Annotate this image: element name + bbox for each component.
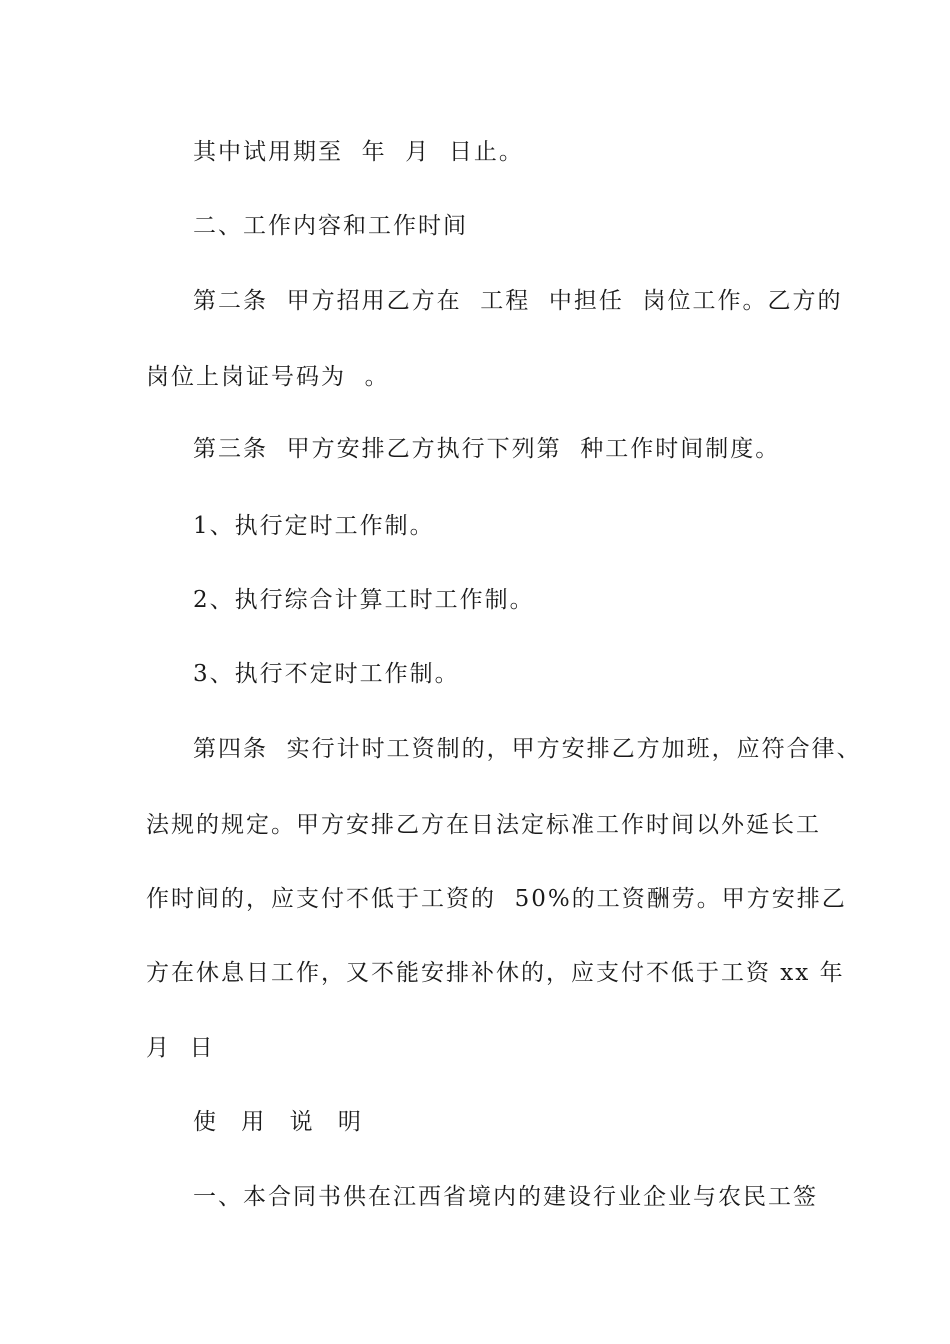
article-4-line-2: 法规的规定。甲方安排乙方在日法定标准工作时间以外延长工	[146, 812, 821, 838]
article-4-line-4: 方在休息日工作，又不能安排补休的，应支付不低于工资 xx 年	[146, 960, 845, 986]
list-item-2: 2、执行综合计算工时工作制。	[193, 587, 535, 613]
article-2-line-1: 第二条 甲方招用乙方在 工程 中担任 岗位工作。乙方的	[193, 288, 843, 314]
probation-period-line: 其中试用期至 年 月 日止。	[193, 139, 524, 165]
article-2-line-2: 岗位上岗证号码为 。	[146, 364, 390, 390]
article-4-line-5: 月 日	[146, 1035, 215, 1061]
usage-instructions-heading: 使 用 说 明	[193, 1109, 370, 1135]
section-heading-work-content: 二、工作内容和工作时间	[193, 213, 468, 239]
list-item-3: 3、执行不定时工作制。	[193, 661, 460, 687]
article-4-line-3: 作时间的，应支付不低于工资的 50%的工资酬劳。甲方安排乙	[146, 886, 847, 912]
usage-instructions-line-1: 一、本合同书供在江西省境内的建设行业企业与农民工签	[193, 1184, 818, 1210]
article-4-line-1: 第四条 实行计时工资制的，甲方安排乙方加班，应符合律、	[193, 736, 862, 762]
article-3-line: 第三条 甲方安排乙方执行下列第 种工作时间制度。	[193, 436, 781, 462]
list-item-1: 1、执行定时工作制。	[193, 513, 435, 539]
